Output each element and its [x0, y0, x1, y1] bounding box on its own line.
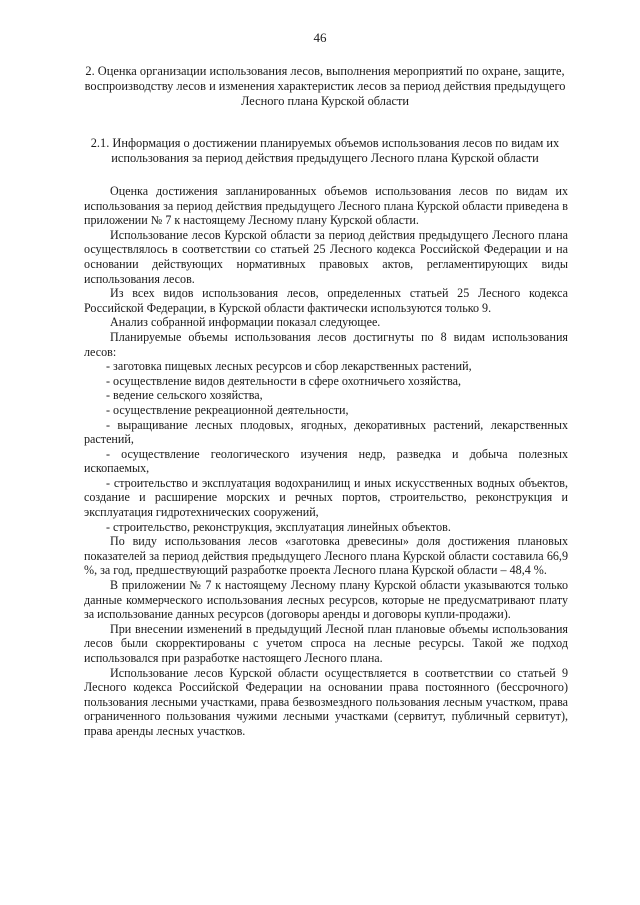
paragraph: Использование лесов Курской области осуществляется в соответствии со статьей 9 Лесного кодекса Российской Федерации на основании права постоянного (бессрочного) пользования лесными участками, права безвозмездного пользования лесным участком, права ограниченного пользования чужими лесными участками (сервитут, публичный сервитут), права аренды лесных участков. — [84, 665, 568, 738]
paragraph: Планируемые объемы использования лесов достигнуты по 8 видам использования лесов: — [84, 329, 568, 359]
page-number: 46 — [313, 30, 327, 45]
paragraph: Оценка достижения запланированных объемов использования лесов по видам их использования за период действия предыдущего Лесного плана Курской области приведена в приложении № 7 к настоящему Лесному плану Курской области. — [84, 184, 568, 228]
paragraph: Использование лесов Курской области за период действия предыдущего Лесного плана осуществлялось в соответствии со статьей 25 Лесного кодекса Российской Федерации и на основании действующих нормативных правовых актов, регламентирующих виды использования лесов. — [84, 227, 568, 286]
paragraph: В приложении № 7 к настоящему Лесному плану Курской области указываются только данные коммерческого использования лесных ресурсов, которые не предусматривают плату за использование данных ресурсов (договоры аренды и договоры купли-продажи). — [84, 578, 568, 622]
list-item: - выращивание лесных плодовых, ягодных, декоративных растений, лекарственных растений, — [84, 417, 568, 447]
list-item: - осуществление видов деятельности в сфере охотничьего хозяйства, — [106, 373, 462, 388]
section-title: 2. Оценка организации использования лесов, выполнения мероприятий по охране, защите, воспроизводству лесов и изменения характеристик лесов за период действия предыдущего Лесного плана Курской области — [84, 64, 566, 108]
list-item: - строительство и эксплуатация водохранилищ и иных искусственных водных объектов, создание и расширение морских и речных портов, строительство, реконструкция и эксплуатация гидротехнических сооружений, — [84, 475, 568, 520]
list-item: - заготовка пищевых лесных ресурсов и сбор лекарственных растений, — [106, 359, 472, 374]
list-item: - ведение сельского хозяйства, — [106, 388, 263, 403]
paragraph: Из всех видов использования лесов, определенных статьей 25 Лесного кодекса Российской Федерации, в Курской области фактически используются только 9. — [84, 286, 568, 315]
paragraph: Анализ собранной информации показал следующее. — [110, 315, 381, 330]
subsection-title: 2.1. Информация о достижении планируемых объемов использования лесов по видам их использования за период действия предыдущего Лесного плана Курской области — [90, 136, 560, 165]
paragraph: При внесении изменений в предыдущий Лесной план плановые объемы использования лесов были скорректированы с учетом спроса на лесные ресурсы. Такой же подход использовался при разработке настоящего Лесного плана. — [84, 621, 568, 665]
list-item: - строительство, реконструкция, эксплуатация линейных объектов. — [106, 519, 451, 534]
document-body — [84, 184, 568, 739]
paragraph: По виду использования лесов «заготовка древесины» доля достижения плановых показателей за период действия предыдущего Лесного плана Курской области составила 66,9 %, за год, предшествующий разработке проекта Лесного плана Курской области – 48,4 %. — [84, 534, 568, 578]
list-item: - осуществление геологического изучения недр, разведка и добыча полезных ископаемых, — [84, 446, 568, 476]
list-item: - осуществление рекреационной деятельности, — [106, 402, 349, 417]
